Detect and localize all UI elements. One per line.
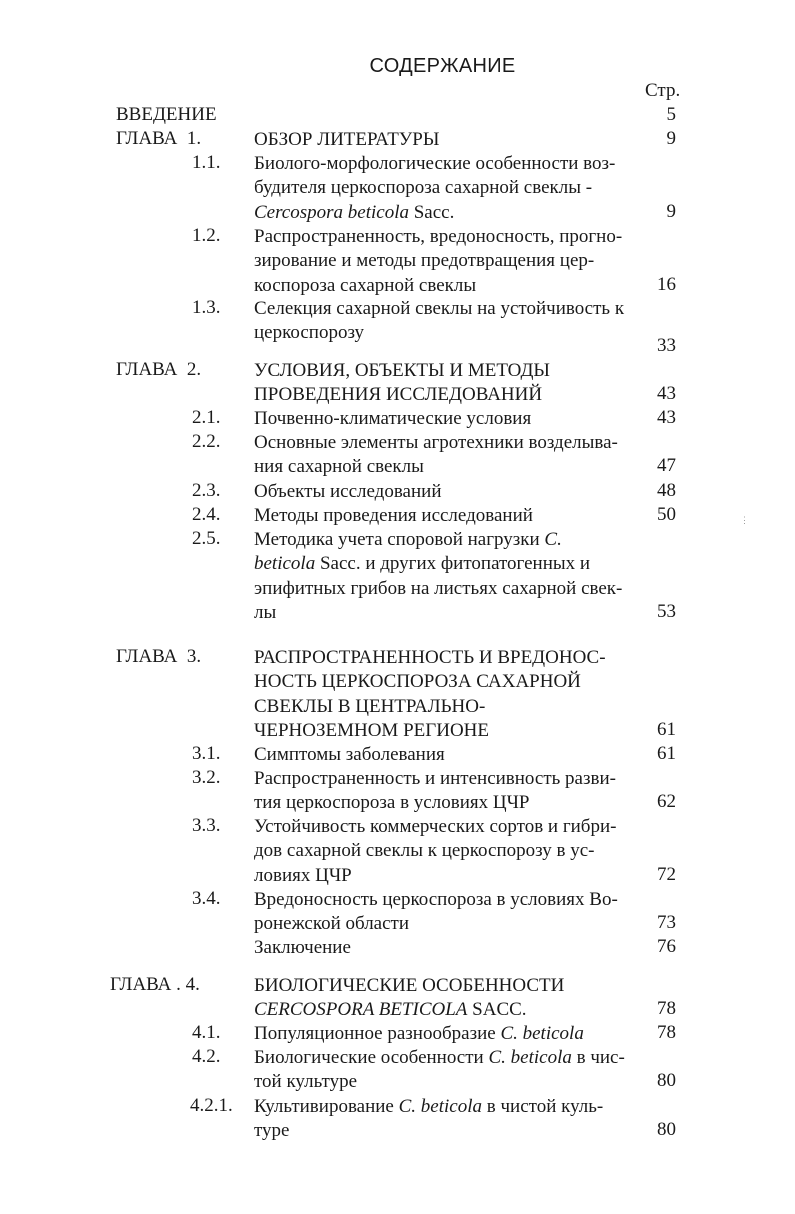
entry-label: 4.1. bbox=[192, 1022, 221, 1043]
entry-title bbox=[254, 1022, 639, 1046]
entry-title-line: туре bbox=[254, 1120, 290, 1142]
entry-title bbox=[254, 128, 639, 152]
entry-title-line: ловиях ЦЧР bbox=[254, 864, 352, 886]
entry-label: 1.3. bbox=[192, 297, 221, 318]
entry-label: ГЛАВА 1. bbox=[116, 128, 202, 149]
entry-title-line: будителя церкоспороза сахарной свеклы - bbox=[254, 177, 593, 199]
scan-speck: ⋮ bbox=[740, 515, 749, 525]
entry-title bbox=[254, 407, 639, 431]
entry-title bbox=[254, 815, 639, 888]
entry-title bbox=[254, 974, 639, 1023]
entry-page: 50 bbox=[657, 504, 676, 525]
entry-label: 2.1. bbox=[192, 407, 221, 428]
entry-label: ГЛАВА 3. bbox=[116, 646, 202, 667]
entry-title-line: Культивирование C. beticola в чистой куль- bbox=[254, 1096, 604, 1117]
entry-label: 2.3. bbox=[192, 480, 221, 501]
entry-title bbox=[254, 743, 639, 767]
entry-title bbox=[254, 225, 639, 298]
entry-title-line: Устойчивость коммерческих сортов и гибри- bbox=[254, 816, 617, 837]
entry-page: 9 bbox=[666, 201, 676, 222]
entry-title-line: ЧЕРНОЗЕМНОМ РЕГИОНЕ bbox=[254, 720, 489, 742]
entry-title bbox=[254, 1046, 639, 1095]
entry-label: ВВЕДЕНИЕ bbox=[116, 104, 217, 125]
entry-title bbox=[254, 1095, 639, 1144]
entry-title-line: Заключение bbox=[254, 937, 351, 958]
entry-title-line: СВЕКЛЫ В ЦЕНТРАЛЬНО- bbox=[254, 695, 486, 717]
entry-title bbox=[254, 767, 639, 816]
entry-title-line: зирование и методы предотвращения цер- bbox=[254, 250, 595, 272]
entry-title bbox=[254, 646, 639, 744]
entry-page: 47 bbox=[657, 455, 676, 476]
entry-title-line: тия церкоспороза в условиях ЦЧР bbox=[254, 792, 530, 814]
entry-title bbox=[254, 359, 639, 408]
entry-title-line: лы bbox=[254, 602, 277, 624]
entry-page: 16 bbox=[657, 274, 676, 295]
entry-title-line: Вредоносность церкоспороза в условиях Во- bbox=[254, 889, 618, 910]
entry-title-line: Популяционное разнообразие C. beticola bbox=[254, 1023, 584, 1044]
entry-page: 78 bbox=[657, 998, 676, 1019]
entry-label: 3.1. bbox=[192, 743, 221, 764]
entry-page: 62 bbox=[657, 791, 676, 812]
entry-title-line: той культуре bbox=[254, 1071, 358, 1093]
entry-title-line: НОСТЬ ЦЕРКОСПОРОЗА САХАРНОЙ bbox=[254, 671, 581, 693]
entry-label: 1.2. bbox=[192, 225, 221, 246]
entry-page: 76 bbox=[657, 936, 676, 957]
entry-page: 5 bbox=[666, 104, 676, 125]
entry-page: 73 bbox=[657, 912, 676, 933]
entry-page: 80 bbox=[657, 1070, 676, 1091]
entry-title bbox=[254, 431, 639, 480]
entry-page: 61 bbox=[657, 743, 676, 764]
entry-title bbox=[254, 936, 639, 960]
entry-title bbox=[254, 297, 639, 346]
entry-title-line: Методы проведения исследований bbox=[254, 505, 533, 526]
entry-label: 2.2. bbox=[192, 431, 221, 452]
entry-label: ГЛАВА . 4. bbox=[110, 974, 200, 995]
entry-page: 9 bbox=[666, 128, 676, 149]
entry-title-line: УСЛОВИЯ, ОБЪЕКТЫ И МЕТОДЫ bbox=[254, 360, 550, 381]
entry-title-line: ПРОВЕДЕНИЯ ИССЛЕДОВАНИЙ bbox=[254, 384, 543, 406]
entry-title-line: Объекты исследований bbox=[254, 481, 442, 502]
entry-page: 53 bbox=[657, 601, 676, 622]
entry-page: 33 bbox=[657, 335, 676, 356]
page-title: СОДЕРЖАНИЕ bbox=[369, 55, 516, 77]
entry-label: 4.2.1. bbox=[190, 1095, 233, 1116]
entry-title bbox=[254, 480, 639, 504]
entry-title-line: Методика учета споровой нагрузки C. bbox=[254, 529, 562, 550]
entry-page: 61 bbox=[657, 719, 676, 740]
entry-title-line: коспороза сахарной свеклы bbox=[254, 274, 477, 296]
entry-page: 48 bbox=[657, 480, 676, 501]
entry-title-line: Основные элементы агротехники возделыва- bbox=[254, 432, 618, 453]
entry-title-line: ОБЗОР ЛИТЕРАТУРЫ bbox=[254, 129, 440, 150]
entry-title-line: Биологические особенности C. beticola в чис- bbox=[254, 1047, 625, 1068]
entry-title bbox=[254, 152, 639, 225]
entry-label: 2.5. bbox=[192, 528, 221, 549]
entry-title-line: ния сахарной свеклы bbox=[254, 456, 424, 478]
page-column-label: Стр. bbox=[645, 80, 681, 101]
entry-label: 3.4. bbox=[192, 888, 221, 909]
entry-label: 3.3. bbox=[192, 815, 221, 836]
entry-title-line: Распространенность, вредоносность, прогно- bbox=[254, 226, 623, 247]
entry-title-line: Cercospora beticola Sacc. bbox=[254, 201, 455, 223]
entry-page: 80 bbox=[657, 1119, 676, 1140]
entry-title-line: Почвенно-климатические условия bbox=[254, 408, 532, 429]
entry-title-line: beticola Sacc. и других фитопатогенных и bbox=[254, 553, 591, 575]
entry-title-line: эпифитных грибов на листьях сахарной свек- bbox=[254, 577, 623, 599]
entry-page: 43 bbox=[657, 407, 676, 428]
entry-title-line: дов сахарной свеклы к церкоспорозу в ус- bbox=[254, 840, 595, 862]
entry-label: 3.2. bbox=[192, 767, 221, 788]
entry-title-line: CERCOSPORA BETICOLA SACC. bbox=[254, 999, 527, 1021]
entry-title-line: Распространенность и интенсивность разви- bbox=[254, 768, 616, 789]
entry-label: ГЛАВА 2. bbox=[116, 359, 202, 380]
entry-title-line: Биолого-морфологические особенности воз- bbox=[254, 153, 616, 174]
entry-title-line: Селекция сахарной свеклы на устойчивость к bbox=[254, 298, 625, 319]
entry-label: 1.1. bbox=[192, 152, 221, 173]
entry-page: 72 bbox=[657, 864, 676, 885]
entry-label: 2.4. bbox=[192, 504, 221, 525]
entry-title-line: церкоспорозу bbox=[254, 322, 365, 344]
entry-page: 43 bbox=[657, 383, 676, 404]
entry-page: 78 bbox=[657, 1022, 676, 1043]
entry-title-line: РАСПРОСТРАНЕННОСТЬ И ВРЕДОНОС- bbox=[254, 647, 606, 668]
entry-title bbox=[254, 888, 639, 937]
entry-title-line: Симптомы заболевания bbox=[254, 744, 445, 765]
entry-title bbox=[254, 528, 639, 626]
entry-title-line: ронежской области bbox=[254, 913, 410, 935]
entry-title bbox=[254, 504, 639, 528]
entry-title-line: БИОЛОГИЧЕСКИЕ ОСОБЕННОСТИ bbox=[254, 975, 565, 996]
entry-label: 4.2. bbox=[192, 1046, 221, 1067]
